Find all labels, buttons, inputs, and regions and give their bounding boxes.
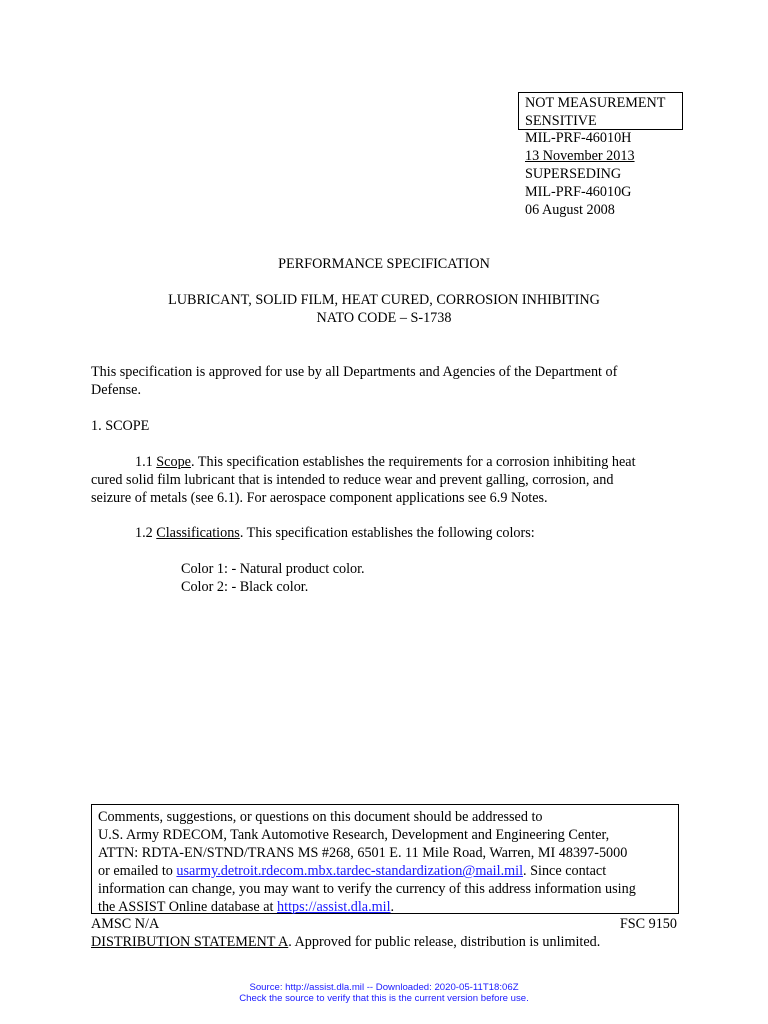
scope-line-1-text: . This specification establishes the requirements for a corrosion inhibiting heat xyxy=(190,454,636,470)
classifications-number: 1.2 xyxy=(135,525,157,541)
measurement-line-2: SENSITIVE xyxy=(525,113,597,129)
document-title: LUBRICANT, SOLID FILM, HEAT CURED, CORROSION INHIBITING xyxy=(168,292,600,308)
color-item: Color 2: - Black color. xyxy=(181,579,309,595)
contact-line-3: ATTN: RDTA-EN/STND/TRANS MS #268, 6501 E. 11 Mile Road, Warren, MI 48397-5000 xyxy=(98,845,628,861)
assist-prefix: the ASSIST Online database at xyxy=(98,899,278,915)
scope-paragraph-line-2: cured solid film lubricant that is intended to reduce wear and prevent galling, corrosion, and xyxy=(91,472,614,488)
contact-line-4 xyxy=(98,862,678,880)
contact-line-1: Comments, suggestions, or questions on this document should be addressed to xyxy=(98,809,543,825)
amsc-code: AMSC N/A xyxy=(91,916,160,932)
distribution-label: DISTRIBUTION STATEMENT A xyxy=(91,934,289,950)
source-note xyxy=(0,982,768,1004)
scope-paragraph-line-1 xyxy=(135,453,636,471)
distribution-statement xyxy=(91,933,600,951)
email-suffix: . Since contact xyxy=(523,863,607,879)
classifications-paragraph xyxy=(135,524,535,542)
color-item: Color 1: - Natural product color. xyxy=(181,561,365,577)
scope-paragraph-line-3: seizure of metals (see 6.1). For aerospace component applications see 6.9 Notes. xyxy=(91,490,548,506)
contact-email-link[interactable]: usarmy.detroit.rdecom.mbx.tardec-standardization@mail.mil xyxy=(176,863,524,879)
contact-line-6 xyxy=(98,898,678,916)
approval-line-1: This specification is approved for use by all Departments and Agencies of the Department of xyxy=(91,364,618,380)
spec-type: PERFORMANCE SPECIFICATION xyxy=(278,256,490,272)
superseded-number: MIL-PRF-46010G xyxy=(525,184,632,200)
contact-line-2: U.S. Army RDECOM, Tank Automotive Research, Development and Engineering Center, xyxy=(98,827,610,843)
scope-number: 1.1 xyxy=(135,454,157,470)
scope-title: Scope xyxy=(156,454,191,470)
doc-date: 13 November 2013 xyxy=(525,148,635,164)
document-header xyxy=(525,129,635,219)
comments-contact-box xyxy=(91,804,679,914)
contact-line-5: information can change, you may want to verify the currency of this address information using xyxy=(98,881,636,897)
classifications-text: . This specification establishes the following colors: xyxy=(239,525,535,541)
distribution-text: . Approved for public release, distribution is unlimited. xyxy=(288,934,601,950)
doc-number: MIL-PRF-46010H xyxy=(525,130,632,146)
source-note-line-2: Check the source to verify that this is the current version before use. xyxy=(239,993,529,1004)
section-heading-scope: 1. SCOPE xyxy=(91,418,150,434)
superseded-date: 06 August 2008 xyxy=(525,202,615,218)
approval-line-2: Defense. xyxy=(91,382,142,398)
measurement-sensitivity-box xyxy=(518,92,683,130)
email-prefix: or emailed to xyxy=(98,863,177,879)
source-note-line-1: Source: http://assist.dla.mil -- Downloaded: 2020-05-11T18:06Z xyxy=(249,982,519,993)
assist-url-link[interactable]: https://assist.dla.mil xyxy=(277,899,391,915)
nato-code: NATO CODE – S-1738 xyxy=(316,310,452,326)
superseding-label: SUPERSEDING xyxy=(525,166,622,182)
fsc-code: FSC 9150 xyxy=(619,916,677,932)
classifications-title: Classifications xyxy=(156,525,240,541)
assist-suffix: . xyxy=(390,899,395,915)
measurement-line-1: NOT MEASUREMENT xyxy=(525,95,666,111)
